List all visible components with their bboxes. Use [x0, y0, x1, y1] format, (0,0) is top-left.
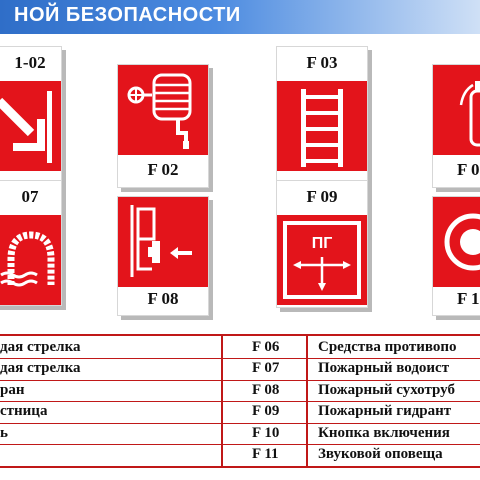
page-title: НОЙ БЕЗОПАСНОСТИ — [14, 4, 241, 26]
table-row — [0, 445, 480, 466]
fire-ladder-icon — [277, 81, 367, 171]
legend-description: Средства противопо — [318, 339, 457, 355]
legend-left-text: стница — [0, 403, 48, 419]
legend-table — [0, 334, 480, 480]
legend-description: Пожарный гидрант — [318, 403, 452, 419]
sign-f02 — [117, 64, 209, 188]
table-rule — [0, 334, 480, 336]
sign-code: 07 — [21, 187, 39, 206]
sign-f01-02 — [0, 46, 62, 186]
table-row — [0, 424, 480, 445]
sign-code: F 02 — [147, 160, 179, 179]
sign-code: F 03 — [306, 53, 338, 72]
sign-f03 — [276, 46, 368, 188]
legend-left-text: дая стрелка — [0, 360, 81, 376]
sign-code: F 0 — [457, 160, 480, 179]
legend-code: F 08 — [252, 382, 280, 398]
legend-code: F 11 — [252, 446, 279, 462]
legend-description: Кнопка включения — [318, 425, 450, 441]
title-bar — [0, 0, 480, 34]
arrow-down-right-icon — [0, 81, 61, 171]
fire-alarm-button-icon — [433, 197, 480, 287]
table-row — [0, 338, 480, 359]
water-source-icon — [0, 215, 61, 305]
legend-left-text: ь — [0, 425, 8, 441]
legend-code: F 06 — [252, 339, 280, 355]
table-row — [0, 359, 480, 380]
sign-f10 — [432, 196, 480, 316]
sign-f09 — [276, 180, 368, 308]
legend-code: F 09 — [252, 403, 280, 419]
sign-code: F 09 — [306, 187, 338, 206]
legend-left-text: ран — [0, 382, 25, 398]
table-row — [0, 402, 480, 423]
sign-code: 1-02 — [14, 53, 46, 72]
legend-description: Пожарный сухотруб — [318, 382, 455, 398]
dry-riser-icon — [118, 197, 208, 287]
sign-f08 — [117, 196, 209, 316]
sign-f07 — [0, 180, 62, 306]
legend-code: F 10 — [252, 425, 280, 441]
sign-f04 — [432, 64, 480, 188]
legend-description: Звуковой оповеща — [318, 446, 443, 462]
legend-description: Пожарный водоист — [318, 360, 450, 376]
pg-label: ПГ — [311, 235, 333, 252]
table-rule — [0, 466, 480, 468]
sign-code: F 1 — [457, 289, 480, 308]
fire-hydrant-sign-icon — [277, 215, 367, 305]
legend-code: F 07 — [252, 360, 280, 376]
sign-code: F 08 — [147, 289, 179, 308]
table-row — [0, 381, 480, 402]
fire-extinguisher-icon — [433, 65, 480, 155]
legend-left-text: дая стрелка — [0, 339, 81, 355]
fire-hose-reel-icon — [118, 65, 208, 155]
